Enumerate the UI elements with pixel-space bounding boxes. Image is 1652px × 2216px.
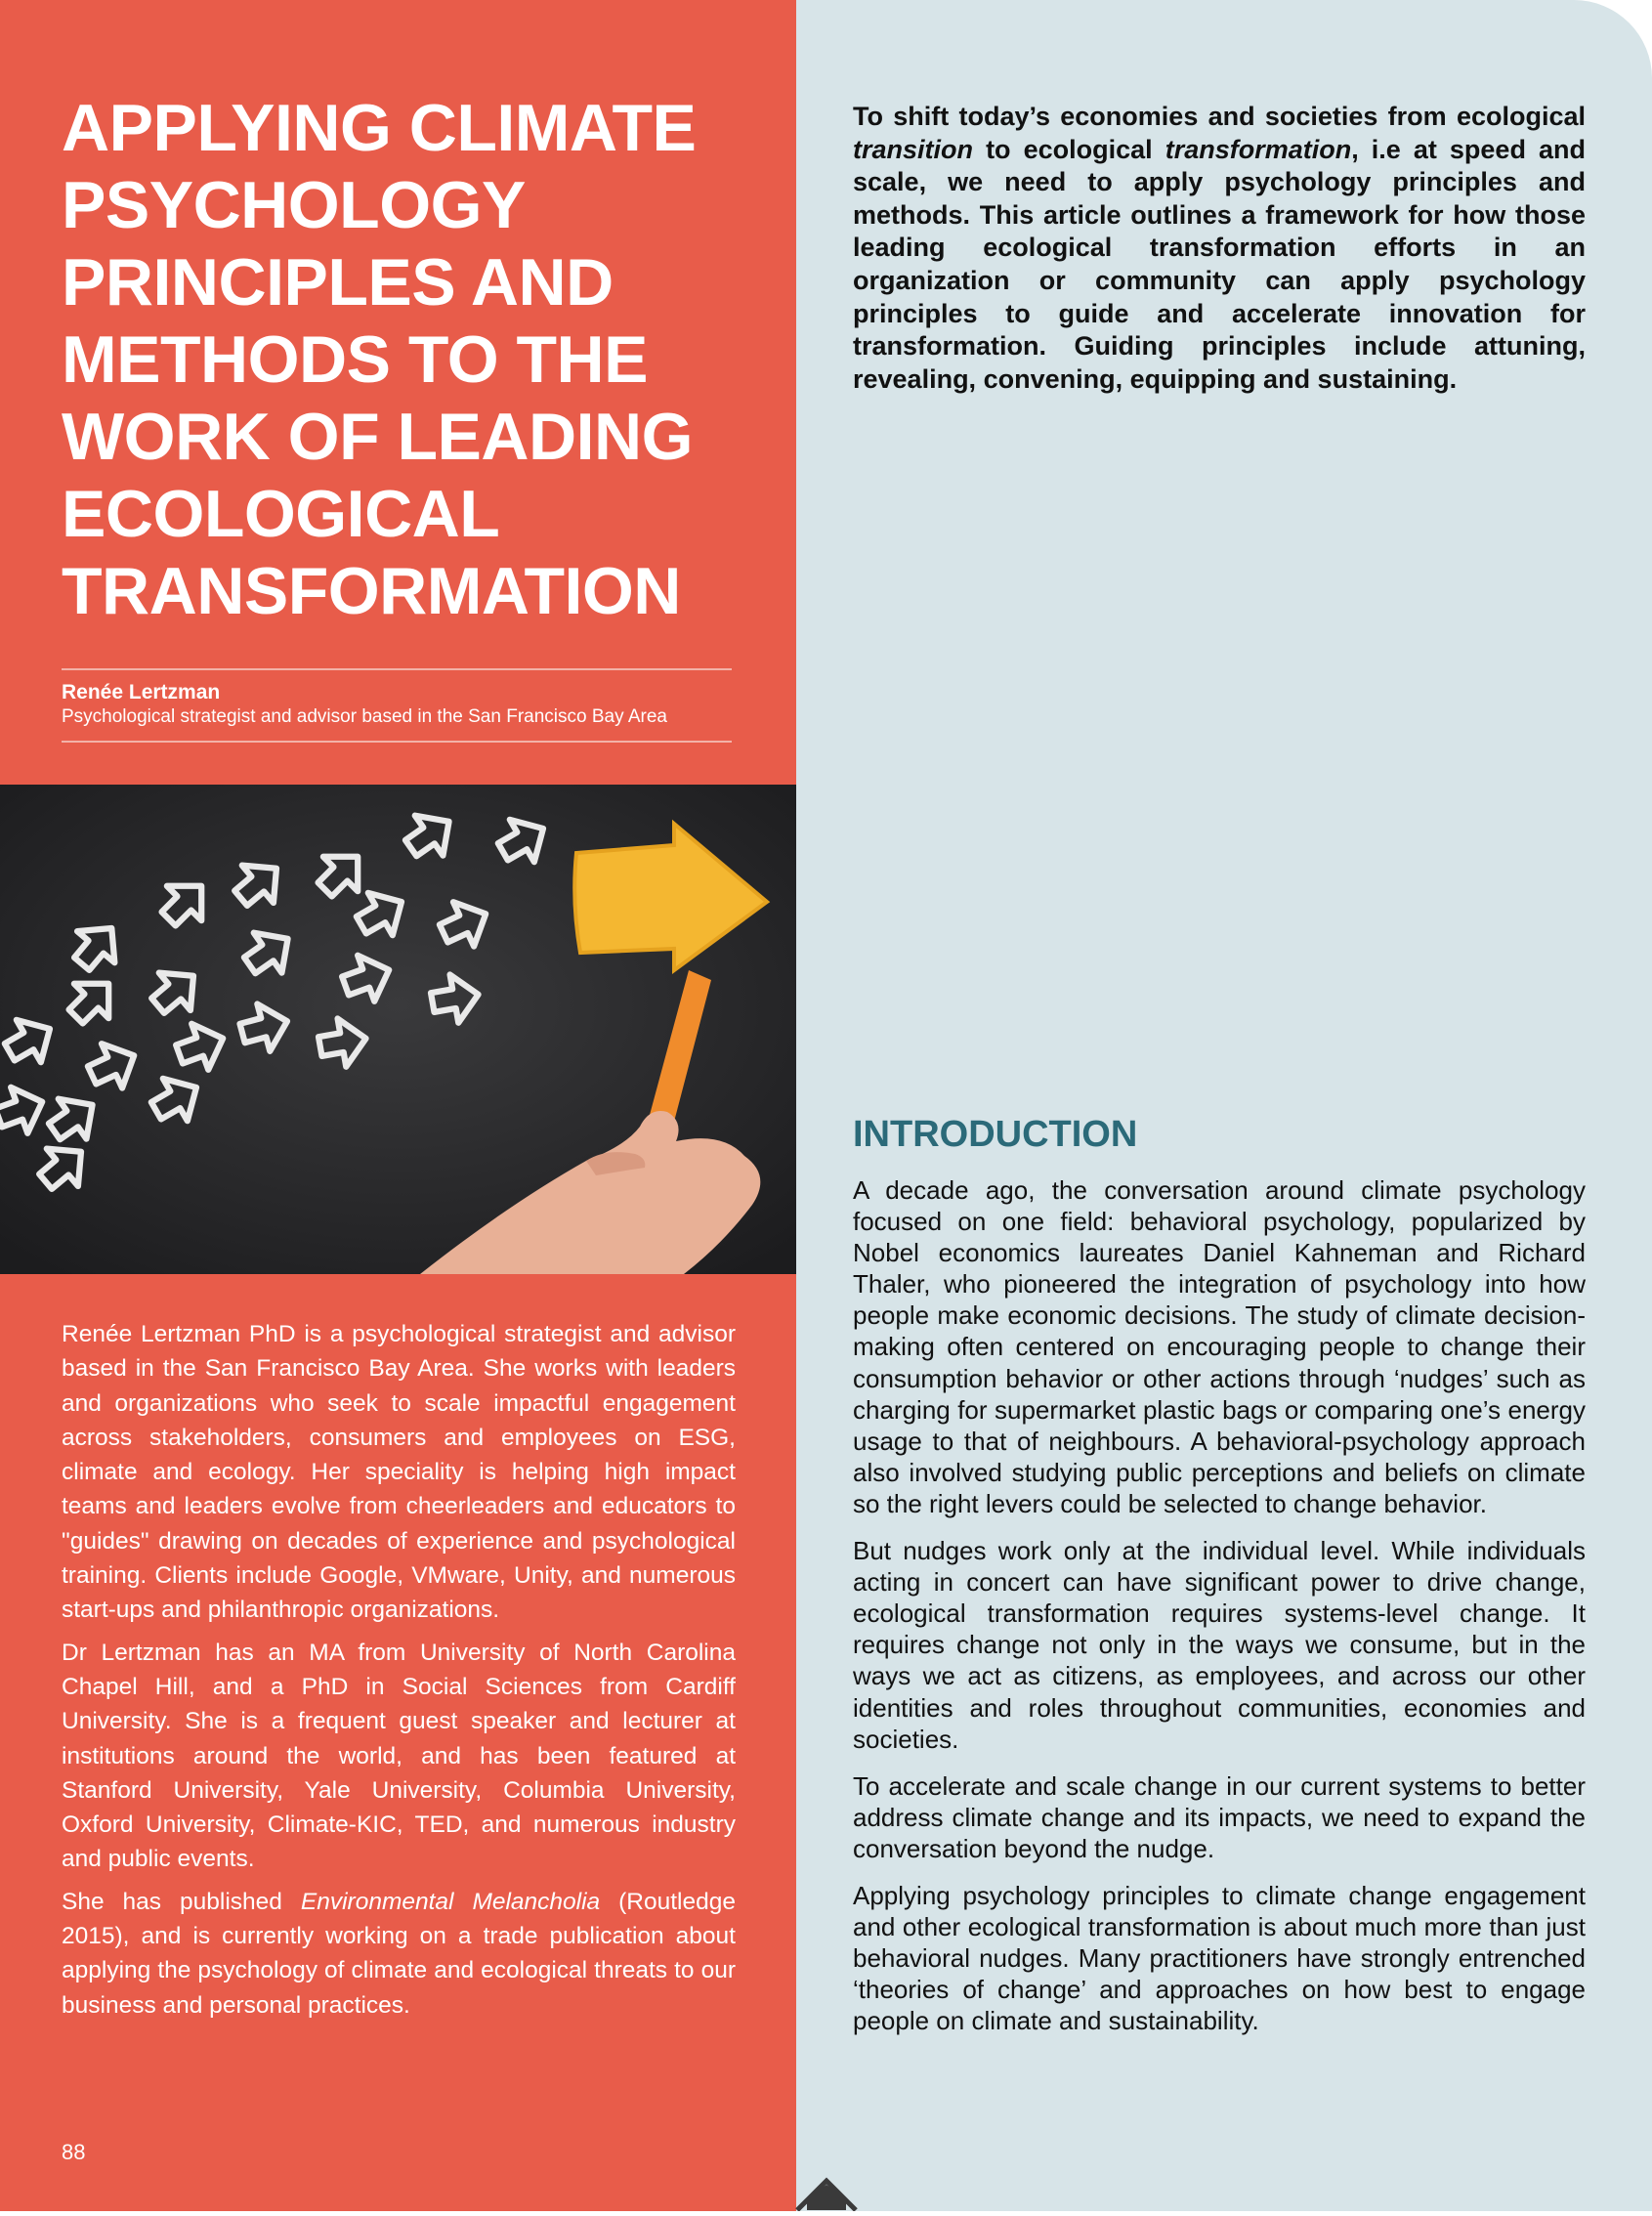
home-icon[interactable] (793, 2177, 860, 2216)
left-panel (0, 0, 796, 2211)
home-icon-graphic (793, 2177, 860, 2211)
intro-paragraph: But nudges work only at the individual level. While individuals acting in concert can have significant power to drive change, ecological transformation requires systems-level change. It requires change not only in the ways we consume, but in the ways we act as citizens, as employees, and across our other identities and roles throughout communities, economies and societies. (853, 1536, 1586, 1754)
book-title: Environmental Melancholia (300, 1888, 601, 1915)
article-abstract (853, 101, 1586, 396)
chalkboard-arrows-image (0, 785, 796, 1274)
abstract-text: To shift today’s economies and societies from ecological (853, 102, 1586, 131)
intro-paragraph: A decade ago, the conversation around climate psychology focused on one field: behavioral psychology, popularized by Nobel economics laureates Daniel Kahneman and Richard Thaler, who pioneered the integration of psychology into how people make economic decisions. The study of climate decision-making often centered on encouraging people to change their consumption behavior or other actions through ‘nudges’ such as charging for supermarket plastic bags or comparing one’s energy usage to that of neighbours. A behavioral-psychology approach also involved studying public perceptions and beliefs on climate so the right levers could be selected to change behavior. (853, 1175, 1586, 1518)
introduction-heading: INTRODUCTION (853, 1114, 1138, 1155)
bio-text: She has published (62, 1888, 301, 1915)
abstract-emphasis: transition (853, 134, 974, 164)
intro-paragraph: To accelerate and scale change in our current systems to better address climate change and its impacts, we need to expand the conversation beyond the nudge. (853, 1770, 1586, 1863)
author-role: Psychological strategist and advisor based in the San Francisco Bay Area (62, 706, 667, 727)
author-name: Renée Lertzman (62, 681, 221, 703)
title-rule-bottom (62, 741, 732, 743)
article-title: APPLYING CLIMATE PSYCHOLOGY PRINCIPLES AND METHODS TO THE WORK OF LEADING ECOLOGICAL TRANSFORMATION (62, 91, 697, 628)
bio-text: (Routledge 2015), and is currently working on a trade publication about applying the psychology of climate and ecological threats to our business and personal practices. (62, 1888, 737, 2019)
abstract-text: to ecological (973, 134, 1165, 164)
bio-paragraph: Renée Lertzman PhD is a psychological strategist and advisor based in the San Francisco Bay Area. She works with leaders and organizations who seek to scale impactful engagement across stakeholders, consumers and employees on ESG, climate and ecology. Her speciality is helping high impact teams and leaders evolve from cheerleaders and educators to "guides" drawing on decades of experience and psychological training. Clients include Google, VMware, Unity, and numerous start-ups and philanthropic organizations. (62, 1321, 736, 1624)
abstract-text: , i.e at speed and scale, we need to apply psychology principles and methods. This article outlines a framework for how those leading ecological transformation efforts in an organization or community can apply psychology principles to guide and accelerate innovation for transformation. Guiding principles include attuning, revealing, convening, equipping and sustaining. (853, 134, 1586, 394)
introduction-body (853, 1174, 1586, 2052)
title-rule-top (62, 668, 732, 670)
bio-paragraph (62, 1885, 736, 2023)
intro-paragraph: Applying psychology principles to climate change engagement and other ecological transformation is about much more than just behavioral nudges. Many practitioners have strongly entrenched ‘theories of change’ and approaches on how best to engage people on climate and sustainability. (853, 1880, 1586, 2036)
bio-paragraph: Dr Lertzman has an MA from University of North Carolina Chapel Hill, and a PhD in Social Sciences from Cardiff University. She is a frequent guest speaker and lecturer at institutions around the world, and has been featured at Stanford University, Yale University, Columbia University, Oxford University, Climate-KIC, TED, and numerous industry and public events. (62, 1639, 736, 1873)
author-bio (62, 1317, 736, 2030)
abstract-emphasis: transformation (1165, 134, 1352, 164)
chalkboard-illustration (0, 785, 796, 1274)
page-number: 88 (62, 2140, 86, 2164)
